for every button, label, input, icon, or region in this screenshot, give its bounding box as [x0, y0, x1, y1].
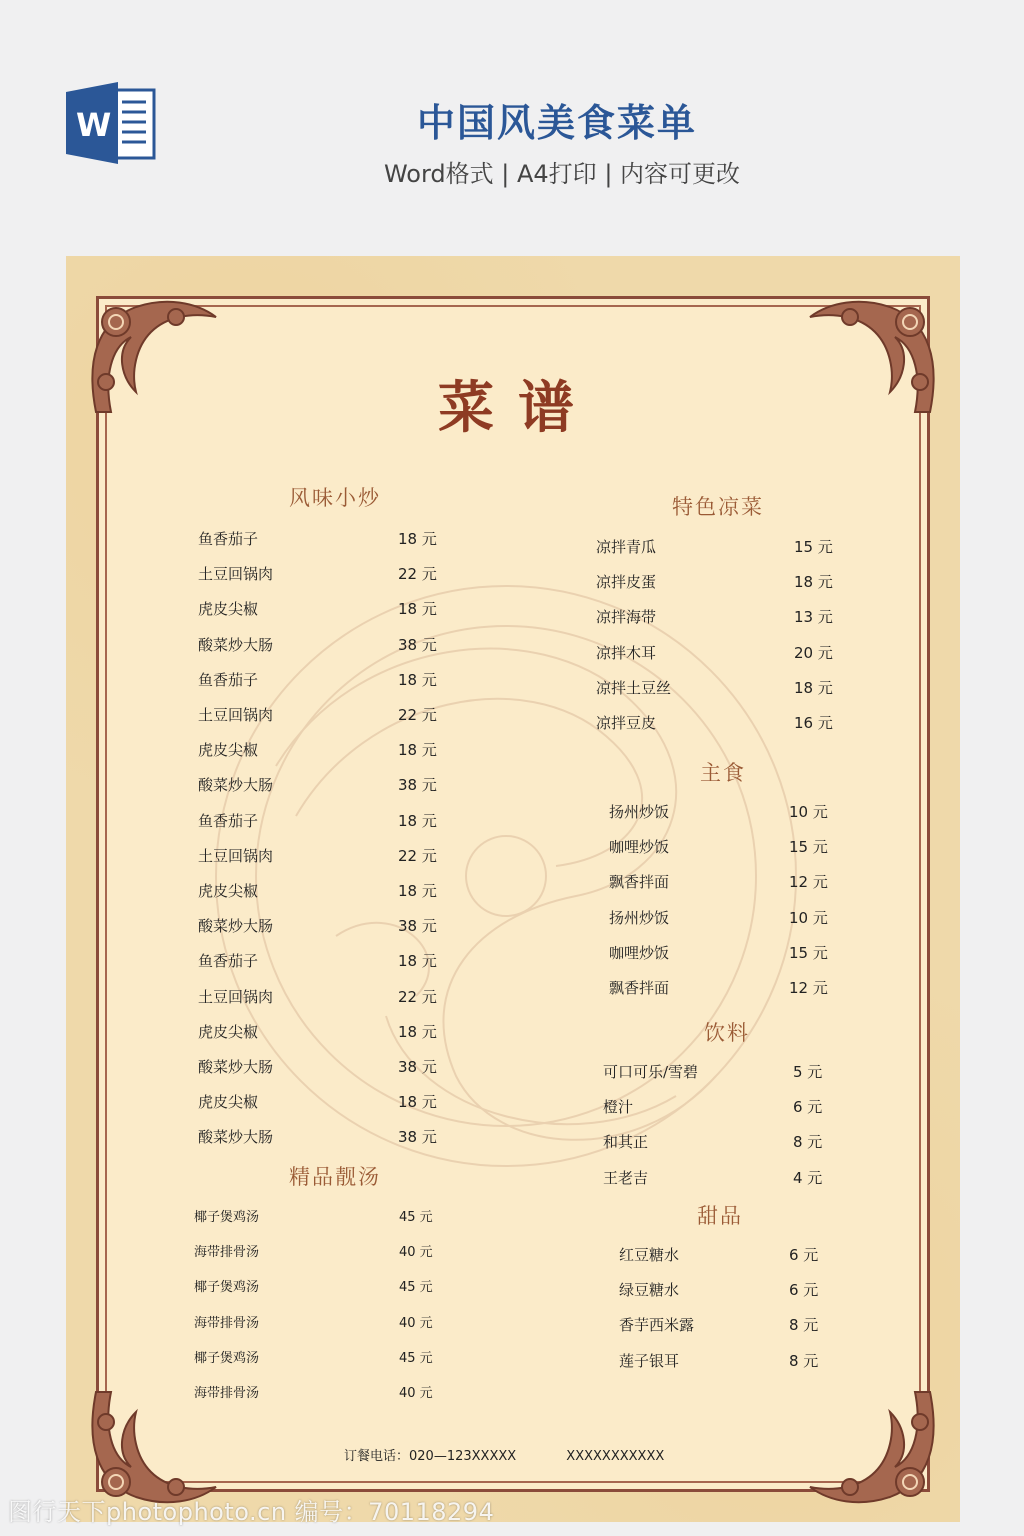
menu-item-name: 酸菜炒大肠 — [198, 635, 274, 654]
menu-item-price: 8 元 — [789, 1351, 819, 1370]
section-title-staple: 主食 — [700, 761, 746, 785]
menu-item-price: 12 元 — [789, 873, 828, 892]
menu-item-price: 38 元 — [398, 917, 437, 936]
menu-item-name: 凉拌土豆丝 — [596, 678, 672, 697]
menu-item-price: 40 元 — [399, 1386, 433, 1401]
menu-item-name: 椰子煲鸡汤 — [194, 1210, 260, 1225]
menu-item-price: 45 元 — [399, 1280, 433, 1296]
menu-item-price: 20 元 — [794, 643, 833, 662]
menu-title: 菜谱 — [438, 375, 598, 441]
menu-item-name: 酸菜炒大肠 — [198, 917, 274, 936]
menu-item-name: 椰子煲鸡汤 — [194, 1350, 260, 1366]
menu-item-price: 15 元 — [794, 538, 833, 556]
menu-item-name: 土豆回锅肉 — [198, 565, 274, 584]
menu-item-price: 18 元 — [398, 741, 437, 760]
section-title-dessert: 甜品 — [697, 1204, 743, 1228]
menu-item-name: 鱼香茄子 — [198, 811, 259, 830]
menu-item-price: 18 元 — [398, 952, 437, 971]
menu-item-name: 飘香拌面 — [609, 873, 670, 892]
order-phone-text: 订餐电话：020—123XXXXX — [344, 1449, 517, 1464]
section-title-drinks: 饮料 — [704, 1021, 750, 1045]
menu-item-price: 10 元 — [789, 803, 828, 821]
menu-item-price: 38 元 — [398, 1058, 437, 1076]
menu-item-price: 38 元 — [398, 1128, 437, 1147]
menu-item-name: 王老吉 — [603, 1168, 649, 1187]
menu-item-name: 飘香拌面 — [609, 979, 670, 997]
menu-item-price: 40 元 — [399, 1315, 433, 1331]
menu-item-price: 18 元 — [794, 573, 833, 592]
menu-item-name: 海带排骨汤 — [194, 1386, 260, 1401]
menu-item-price: 38 元 — [398, 635, 437, 654]
menu-item-name: 虎皮尖椒 — [198, 741, 259, 760]
section-title-cold: 特色凉菜 — [672, 495, 764, 519]
site-watermark: 图行天下photophoto.cn 编号：70118294 — [8, 1498, 495, 1526]
menu-item-name: 鱼香茄子 — [198, 670, 259, 689]
menu-item-name: 虎皮尖椒 — [198, 1093, 259, 1112]
menu-item-name: 海带排骨汤 — [194, 1245, 260, 1261]
menu-card — [66, 256, 960, 1522]
menu-item-name: 土豆回锅肉 — [198, 846, 274, 865]
menu-item-price: 18 元 — [398, 600, 437, 619]
menu-item-price: 15 元 — [789, 838, 828, 857]
menu-item-name: 凉拌青瓜 — [596, 538, 657, 556]
menu-item-name: 鱼香茄子 — [198, 530, 259, 548]
menu-item-name: 凉拌木耳 — [596, 643, 657, 662]
menu-item-price: 45 元 — [399, 1350, 433, 1366]
section-title-stir-fry: 风味小炒 — [289, 486, 381, 510]
menu-item-price: 4 元 — [793, 1168, 823, 1187]
menu-item-price: 16 元 — [794, 714, 833, 732]
menu-item-price: 10 元 — [789, 908, 828, 927]
menu-item-name: 酸菜炒大肠 — [198, 1128, 274, 1147]
menu-item-name: 橙汁 — [603, 1098, 634, 1117]
menu-item-price: 22 元 — [398, 565, 437, 584]
menu-item-name: 咖哩炒饭 — [609, 838, 670, 857]
menu-item-name: 扬州炒饭 — [609, 803, 670, 821]
menu-item-name: 虎皮尖椒 — [198, 882, 259, 900]
menu-item-price: 38 元 — [398, 776, 437, 795]
order-extra-text: XXXXXXXXXXX — [566, 1449, 665, 1464]
menu-item-name: 凉拌皮蛋 — [596, 573, 657, 592]
menu-item-name: 凉拌海带 — [596, 608, 657, 627]
menu-item-price: 18 元 — [398, 530, 437, 548]
menu-item-name: 虎皮尖椒 — [198, 600, 259, 619]
menu-item-price: 6 元 — [789, 1246, 819, 1264]
word-icon-letter: W — [76, 106, 112, 144]
menu-item-price: 40 元 — [399, 1245, 433, 1261]
menu-item-name: 椰子煲鸡汤 — [194, 1280, 260, 1296]
menu-item-price: 6 元 — [793, 1098, 823, 1117]
menu-item-name: 酸菜炒大肠 — [198, 1058, 274, 1076]
page-subtitle: Word格式 | A4打印 | 内容可更改 — [383, 160, 741, 188]
menu-item-name: 绿豆糖水 — [619, 1281, 680, 1300]
menu-item-price: 5 元 — [793, 1063, 823, 1081]
menu-item-price: 22 元 — [398, 846, 437, 865]
menu-item-price: 18 元 — [794, 678, 833, 697]
menu-item-name: 虎皮尖椒 — [198, 1022, 259, 1041]
menu-item-name: 鱼香茄子 — [198, 952, 259, 971]
menu-item-price: 22 元 — [398, 987, 437, 1006]
menu-item-name: 海带排骨汤 — [194, 1315, 260, 1331]
menu-item-name: 土豆回锅肉 — [198, 706, 274, 724]
menu-item-name: 可口可乐/雪碧 — [603, 1063, 699, 1081]
menu-item-price: 18 元 — [398, 1093, 437, 1112]
menu-item-price: 13 元 — [794, 608, 833, 627]
menu-item-name: 莲子银耳 — [619, 1351, 680, 1370]
menu-item-name: 香芋西米露 — [619, 1316, 695, 1335]
menu-item-price: 8 元 — [793, 1133, 823, 1152]
menu-item-price: 15 元 — [789, 943, 828, 962]
menu-item-name: 和其正 — [603, 1133, 649, 1152]
menu-item-name: 土豆回锅肉 — [198, 987, 274, 1006]
page-title: 中国风美食菜单 — [416, 101, 697, 145]
section-title-soup: 精品靓汤 — [289, 1165, 381, 1189]
menu-item-price: 18 元 — [398, 670, 437, 689]
menu-item-name: 咖哩炒饭 — [609, 943, 670, 962]
menu-item-price: 22 元 — [398, 706, 437, 724]
menu-item-price: 18 元 — [398, 811, 437, 830]
menu-item-price: 8 元 — [789, 1316, 819, 1335]
menu-item-price: 45 元 — [399, 1210, 433, 1225]
menu-item-price: 18 元 — [398, 1022, 437, 1041]
menu-item-name: 凉拌豆皮 — [596, 714, 657, 732]
menu-item-price: 6 元 — [789, 1281, 819, 1300]
corner-ornament-icon — [800, 1372, 950, 1522]
menu-item-name: 酸菜炒大肠 — [198, 776, 274, 795]
menu-item-price: 18 元 — [398, 882, 437, 900]
menu-item-name: 红豆糖水 — [619, 1246, 680, 1264]
menu-item-price: 12 元 — [789, 979, 828, 997]
order-phone — [344, 1445, 710, 1464]
menu-item-name: 扬州炒饭 — [609, 908, 670, 927]
